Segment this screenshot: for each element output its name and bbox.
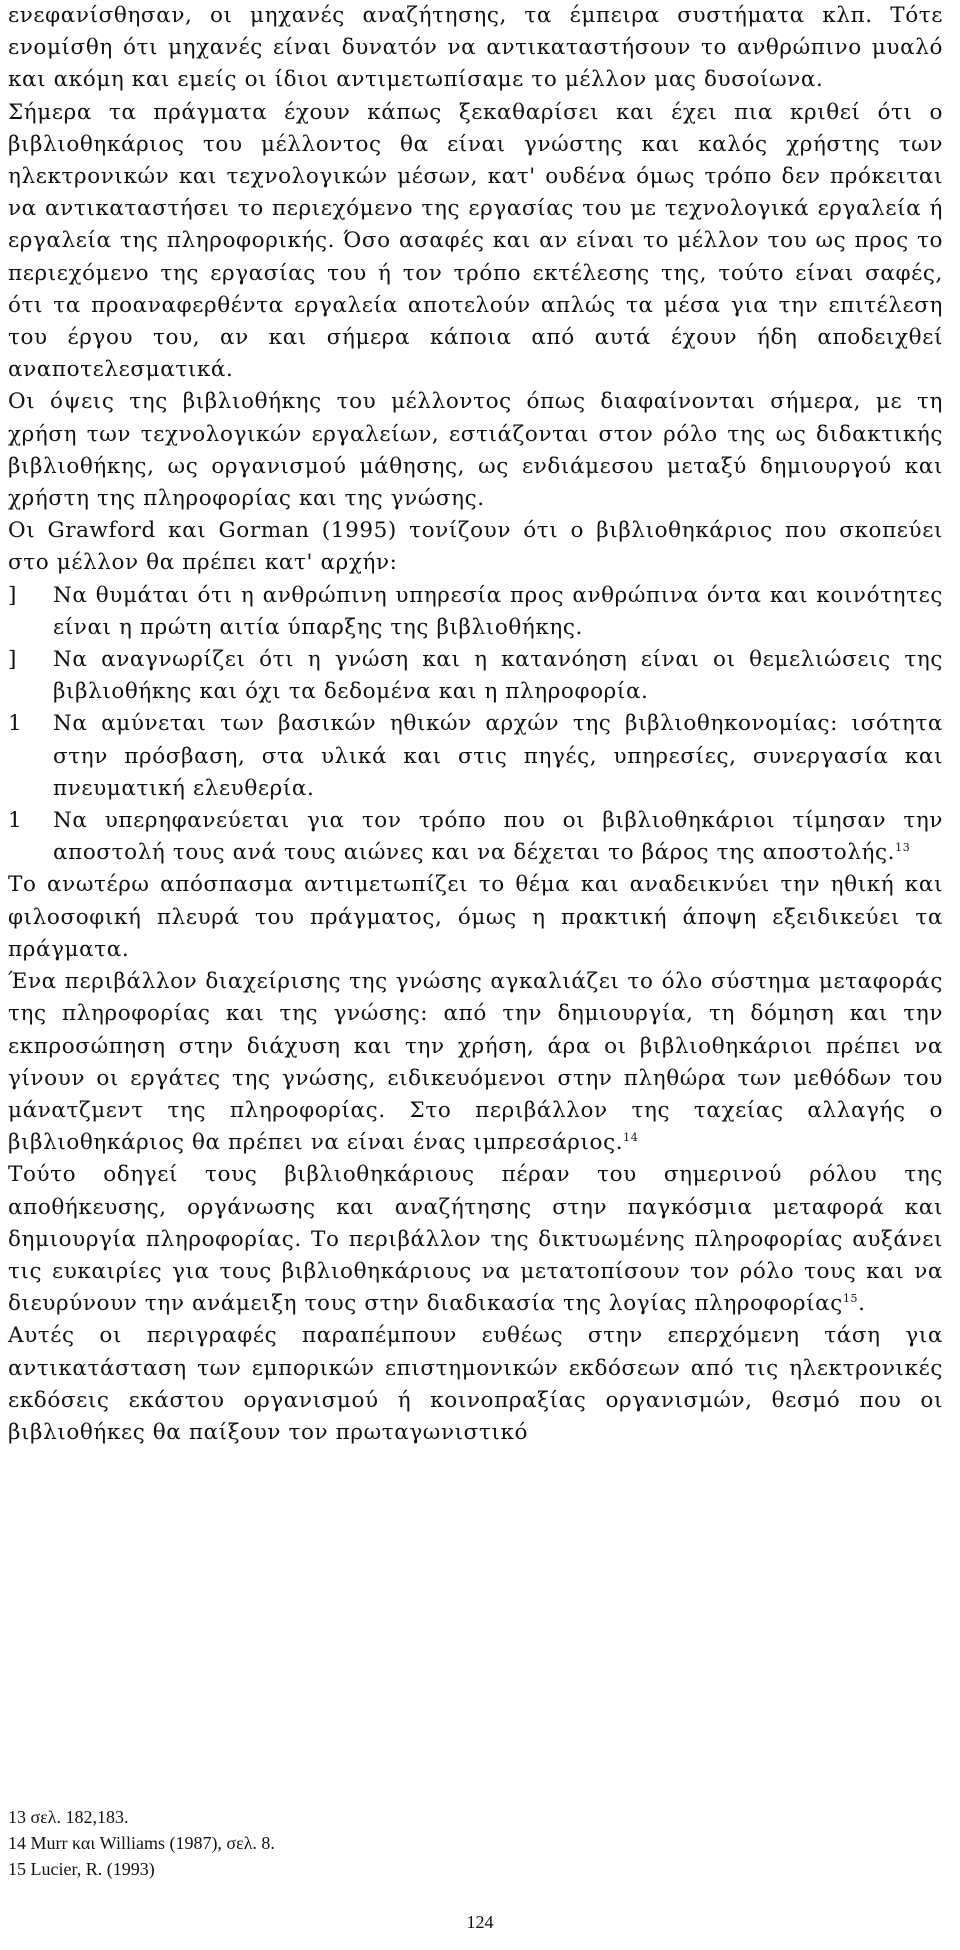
list-item: [8, 805, 943, 869]
footnote-ref: 13: [895, 841, 911, 855]
list-item: [8, 644, 943, 708]
page-number: 124: [466, 1912, 494, 1932]
list-marker: 1: [8, 711, 23, 737]
paragraph-text: Τούτο οδηγεί τους βιβλιοθηκάριους πέραν του σημερινού ρόλου της αποθήκευσης, οργάνωσης και αναζήτησης στην παγκόσμια μεταφορά και δημιουργία πληροφορίας. Το περιβάλλον της δικτυωμένης πληροφορίας αυξάνει τις ευκαιρίες για τους βιβλιοθηκάριους να μετατοπίσουν τον ρόλο τους και να διευρύνουν την ανάμειξη τους στην διαδικασία της λογίας πληροφορίας: [8, 1162, 943, 1317]
paragraph: [8, 1159, 943, 1320]
footnote: 15 Lucier, R. (1993): [8, 1859, 155, 1879]
list-marker: 1: [8, 808, 23, 834]
list-item-text: Να αμύνεται των βασικών ηθικών αρχών της βιβλιοθηκονομίας: ισότητα στην πρόσβαση, στα υλικά και στις πηγές, υπηρεσίες, συνεργασία και πνευματική ελευθερία.: [53, 711, 943, 801]
paragraph: Οι Grawford και Gorman (1995) τονίζουν ότι ο βιβλιοθηκάριος που σκοπεύει στο μέλλον θα πρέπει κατ' αρχήν:: [8, 518, 943, 576]
paragraph: Οι όψεις της βιβλιοθήκης του μέλλοντος όπως διαφαίνονται σήμερα, με τη χρήση των τεχνολογικών εργαλείων, εστιάζονται στον ρόλο της ως διδακτικής βιβλιοθήκης, ως οργανισμού μάθησης, ως ενδιάμεσου μεταξύ δημιουργού και χρήστη της πληροφορίας και της γνώσης.: [8, 389, 943, 512]
footnote: 13 σελ. 182,183.: [8, 1807, 129, 1827]
list-item-text: Να αναγνωρίζει ότι η γνώση και η κατανόηση είναι οι θεμελιώσεις της βιβλιοθήκης και όχι τα δεδομένα και η πληροφορία.: [53, 647, 943, 705]
paragraph-text: Ένα περιβάλλον διαχείρισης της γνώσης αγκαλιάζει το όλο σύστημα μεταφοράς της πληροφορίας και της γνώσης: από την δημιουργία, τη δόμηση και την εκπροσώπηση στην διάχυση και την χρήση, άρα οι βιβλιοθηκάριοι πρέπει να γίνουν οι εργάτες της γνώσης, ειδικευόμενοι στην πληθώρα των μεθόδων του μάνατζμεντ της πληροφορίας. Στο περιβάλλον της ταχείας αλλαγής ο βιβλιοθηκάριος θα πρέπει να είναι ένας ιμπρεσάριος.: [8, 969, 943, 1156]
footnote-ref: 15: [842, 1292, 859, 1306]
list-item-text: Να υπερηφανεύεται για τον τρόπο που οι βιβλιοθηκάριοι τίμησαν την αποστολή τους ανά τους αιώνες και να δέχεται το βάρος της αποστολής.: [53, 808, 943, 866]
footnote-ref: 14: [623, 1131, 639, 1145]
paragraph: Αυτές οι περιγραφές παραπέμπουν ευθέως στην επερχόμενη τάση για αντικατάσταση των εμπορικών επιστημονικών εκδόσεων από τις ηλεκτρονικές εκδόσεις εκάστου οργανισμού ή κοινοπραξίας οργανισμών, θεσμό που οι βιβλιοθήκες θα παίξουν τον πρωταγωνιστικό: [8, 1323, 943, 1445]
paragraph-tail: .: [858, 1291, 866, 1317]
paragraph: Το ανωτέρω απόσπασμα αντιμετωπίζει το θέμα και αναδεικνύει την ηθική και φιλοσοφική πλευρά του πράγματος, όμως η πρακτική άποψη εξειδικεύει τα πράγματα.: [8, 872, 943, 962]
list-marker: ]: [8, 647, 17, 673]
list-item: [8, 580, 943, 644]
list-item: [8, 708, 943, 805]
principles-list: [8, 580, 943, 870]
page-body: [8, 0, 943, 1449]
list-marker: ]: [8, 582, 17, 608]
footnote: 14 Murr και Williams (1987), σελ. 8.: [8, 1833, 275, 1853]
paragraph: Σήμερα τα πράγματα έχουν κάπως ξεκαθαρίσει και έχει πια κριθεί ότι ο βιβλιοθηκάριος του μέλλοντος θα είναι γνώστης και καλός χρήστης των ηλεκτρονικών και τεχνολογικών μέσων, κατ' ουδένα όμως τρόπο δεν πρόκειται να αντικαταστήσει το περιεχόμενο της εργασίας του με τεχνολογικά εργαλεία ή εργαλεία της πληροφορικής. Όσο ασαφές και αν είναι το μέλλον του ως προς το περιεχόμενο της εργασίας του ή τον τρόπο εκτέλεσης της, τούτο είναι σαφές, ότι τα προαναφερθέντα εργαλεία αποτελούν απλώς τα μέσα για την επιτέλεση του έργου του, αν και σήμερα κάποια από αυτά έχουν ήδη αποδειχθεί αναποτελεσματικά.: [8, 99, 943, 383]
paragraph: ενεφανίσθησαν, οι μηχανές αναζήτησης, τα έμπειρα συστήματα κλπ. Τότε ενομίσθη ότι μηχανές είναι δυνατόν να αντικαταστήσουν το ανθρώπινο μυαλό και ακόμη και εμείς οι ίδιοι αντιμετωπίσαμε το μέλλον μας δυσοίωνα.: [8, 3, 943, 93]
list-item-text: Να θυμάται ότι η ανθρώπινη υπηρεσία προς ανθρώπινα όντα και κοινότητες είναι η πρώτη αιτία ύπαρξης της βιβλιοθήκης.: [53, 582, 943, 640]
paragraph: [8, 966, 943, 1159]
footnotes: [8, 1804, 608, 1882]
